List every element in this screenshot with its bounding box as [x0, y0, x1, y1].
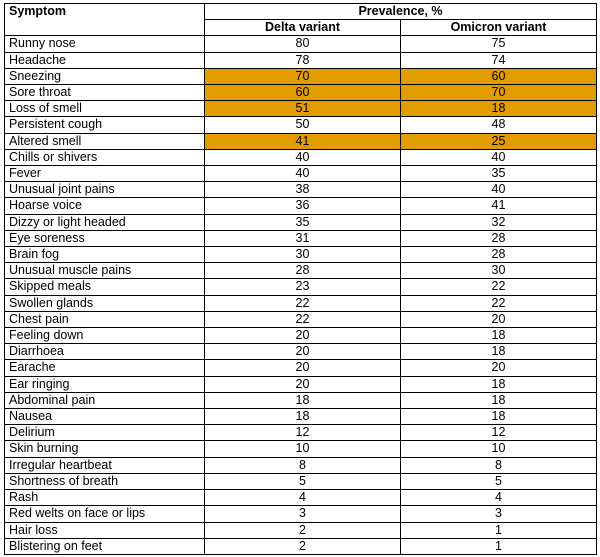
delta-value-cell: 70 — [205, 68, 401, 84]
delta-value-cell: 18 — [205, 409, 401, 425]
omicron-value-cell: 25 — [401, 133, 597, 149]
symptom-cell: Skipped meals — [5, 279, 205, 295]
table-row — [5, 214, 597, 230]
symptom-cell: Unusual muscle pains — [5, 263, 205, 279]
table-row — [5, 328, 597, 344]
table-row — [5, 490, 597, 506]
omicron-value-cell: 22 — [401, 295, 597, 311]
header-row-top — [5, 4, 597, 20]
symptom-cell: Irregular heartbeat — [5, 457, 205, 473]
symptom-cell: Nausea — [5, 409, 205, 425]
table-row — [5, 182, 597, 198]
symptom-cell: Sneezing — [5, 68, 205, 84]
table-row — [5, 198, 597, 214]
table-row — [5, 117, 597, 133]
table-row — [5, 311, 597, 327]
omicron-value-cell: 48 — [401, 117, 597, 133]
table-row — [5, 522, 597, 538]
symptom-cell: Ear ringing — [5, 376, 205, 392]
omicron-value-cell: 8 — [401, 457, 597, 473]
symptom-cell: Hoarse voice — [5, 198, 205, 214]
symptom-cell: Chills or shivers — [5, 149, 205, 165]
symptom-cell: Unusual joint pains — [5, 182, 205, 198]
delta-value-cell: 40 — [205, 166, 401, 182]
symptom-cell: Persistent cough — [5, 117, 205, 133]
table-row — [5, 279, 597, 295]
delta-value-cell: 28 — [205, 263, 401, 279]
omicron-value-cell: 10 — [401, 441, 597, 457]
table-row — [5, 344, 597, 360]
omicron-value-cell: 60 — [401, 68, 597, 84]
symptom-cell: Eye soreness — [5, 230, 205, 246]
symptom-cell: Sore throat — [5, 85, 205, 101]
table-row — [5, 263, 597, 279]
delta-value-cell: 20 — [205, 376, 401, 392]
table-row — [5, 101, 597, 117]
table-header — [5, 4, 597, 36]
delta-value-cell: 20 — [205, 344, 401, 360]
delta-value-cell: 8 — [205, 457, 401, 473]
delta-value-cell: 36 — [205, 198, 401, 214]
symptom-cell: Runny nose — [5, 36, 205, 52]
delta-value-cell: 40 — [205, 149, 401, 165]
delta-value-cell: 22 — [205, 295, 401, 311]
delta-value-cell: 60 — [205, 85, 401, 101]
symptom-cell: Rash — [5, 490, 205, 506]
delta-value-cell: 51 — [205, 101, 401, 117]
symptom-cell: Swollen glands — [5, 295, 205, 311]
table-row — [5, 85, 597, 101]
symptom-cell: Shortness of breath — [5, 473, 205, 489]
omicron-value-cell: 3 — [401, 506, 597, 522]
omicron-value-cell: 28 — [401, 247, 597, 263]
omicron-value-cell: 30 — [401, 263, 597, 279]
delta-value-cell: 5 — [205, 473, 401, 489]
table-row — [5, 506, 597, 522]
symptom-cell: Fever — [5, 166, 205, 182]
delta-value-cell: 80 — [205, 36, 401, 52]
symptom-cell: Feeling down — [5, 328, 205, 344]
omicron-value-cell: 1 — [401, 538, 597, 554]
omicron-value-cell: 75 — [401, 36, 597, 52]
table-row — [5, 295, 597, 311]
symptom-cell: Brain fog — [5, 247, 205, 263]
table-row — [5, 166, 597, 182]
delta-value-cell: 22 — [205, 311, 401, 327]
symptom-cell: Blistering on feet — [5, 538, 205, 554]
delta-value-cell: 20 — [205, 360, 401, 376]
table-row — [5, 457, 597, 473]
table-row — [5, 247, 597, 263]
delta-value-cell: 30 — [205, 247, 401, 263]
omicron-value-cell: 70 — [401, 85, 597, 101]
omicron-value-cell: 18 — [401, 376, 597, 392]
table-row — [5, 230, 597, 246]
symptom-cell: Hair loss — [5, 522, 205, 538]
table-row — [5, 376, 597, 392]
table-row — [5, 68, 597, 84]
omicron-value-cell: 40 — [401, 182, 597, 198]
table-row — [5, 473, 597, 489]
symptom-column-header: Symptom — [5, 4, 205, 36]
table-row — [5, 392, 597, 408]
symptom-cell: Chest pain — [5, 311, 205, 327]
symptom-cell: Loss of smell — [5, 101, 205, 117]
table-row — [5, 360, 597, 376]
omicron-value-cell: 35 — [401, 166, 597, 182]
omicron-value-cell: 4 — [401, 490, 597, 506]
omicron-value-cell: 5 — [401, 473, 597, 489]
symptom-cell: Delirium — [5, 425, 205, 441]
delta-value-cell: 4 — [205, 490, 401, 506]
omicron-value-cell: 18 — [401, 328, 597, 344]
delta-value-cell: 50 — [205, 117, 401, 133]
omicron-variant-header: Omicron variant — [401, 20, 597, 36]
omicron-value-cell: 18 — [401, 409, 597, 425]
delta-value-cell: 35 — [205, 214, 401, 230]
symptom-cell: Earache — [5, 360, 205, 376]
delta-value-cell: 2 — [205, 538, 401, 554]
symptom-cell: Red welts on face or lips — [5, 506, 205, 522]
omicron-value-cell: 20 — [401, 311, 597, 327]
delta-variant-header: Delta variant — [205, 20, 401, 36]
table-row — [5, 425, 597, 441]
omicron-value-cell: 12 — [401, 425, 597, 441]
table-row — [5, 538, 597, 554]
table-row — [5, 149, 597, 165]
symptom-cell: Diarrhoea — [5, 344, 205, 360]
omicron-value-cell: 32 — [401, 214, 597, 230]
delta-value-cell: 2 — [205, 522, 401, 538]
symptom-cell: Skin burning — [5, 441, 205, 457]
symptom-cell: Dizzy or light headed — [5, 214, 205, 230]
omicron-value-cell: 18 — [401, 101, 597, 117]
delta-value-cell: 20 — [205, 328, 401, 344]
omicron-value-cell: 40 — [401, 149, 597, 165]
symptom-cell: Abdominal pain — [5, 392, 205, 408]
delta-value-cell: 31 — [205, 230, 401, 246]
delta-value-cell: 78 — [205, 52, 401, 68]
symptom-cell: Altered smell — [5, 133, 205, 149]
omicron-value-cell: 22 — [401, 279, 597, 295]
delta-value-cell: 38 — [205, 182, 401, 198]
omicron-value-cell: 41 — [401, 198, 597, 214]
delta-value-cell: 23 — [205, 279, 401, 295]
table-row — [5, 441, 597, 457]
table-row — [5, 409, 597, 425]
delta-value-cell: 3 — [205, 506, 401, 522]
delta-value-cell: 12 — [205, 425, 401, 441]
table-row — [5, 52, 597, 68]
omicron-value-cell: 1 — [401, 522, 597, 538]
table-body — [5, 36, 597, 555]
omicron-value-cell: 74 — [401, 52, 597, 68]
omicron-value-cell: 18 — [401, 344, 597, 360]
delta-value-cell: 10 — [205, 441, 401, 457]
omicron-value-cell: 28 — [401, 230, 597, 246]
table-row — [5, 133, 597, 149]
omicron-value-cell: 20 — [401, 360, 597, 376]
table-row — [5, 36, 597, 52]
delta-value-cell: 41 — [205, 133, 401, 149]
delta-value-cell: 18 — [205, 392, 401, 408]
omicron-value-cell: 18 — [401, 392, 597, 408]
symptom-prevalence-table — [4, 3, 597, 555]
prevalence-header: Prevalence, % — [205, 4, 597, 20]
symptom-cell: Headache — [5, 52, 205, 68]
